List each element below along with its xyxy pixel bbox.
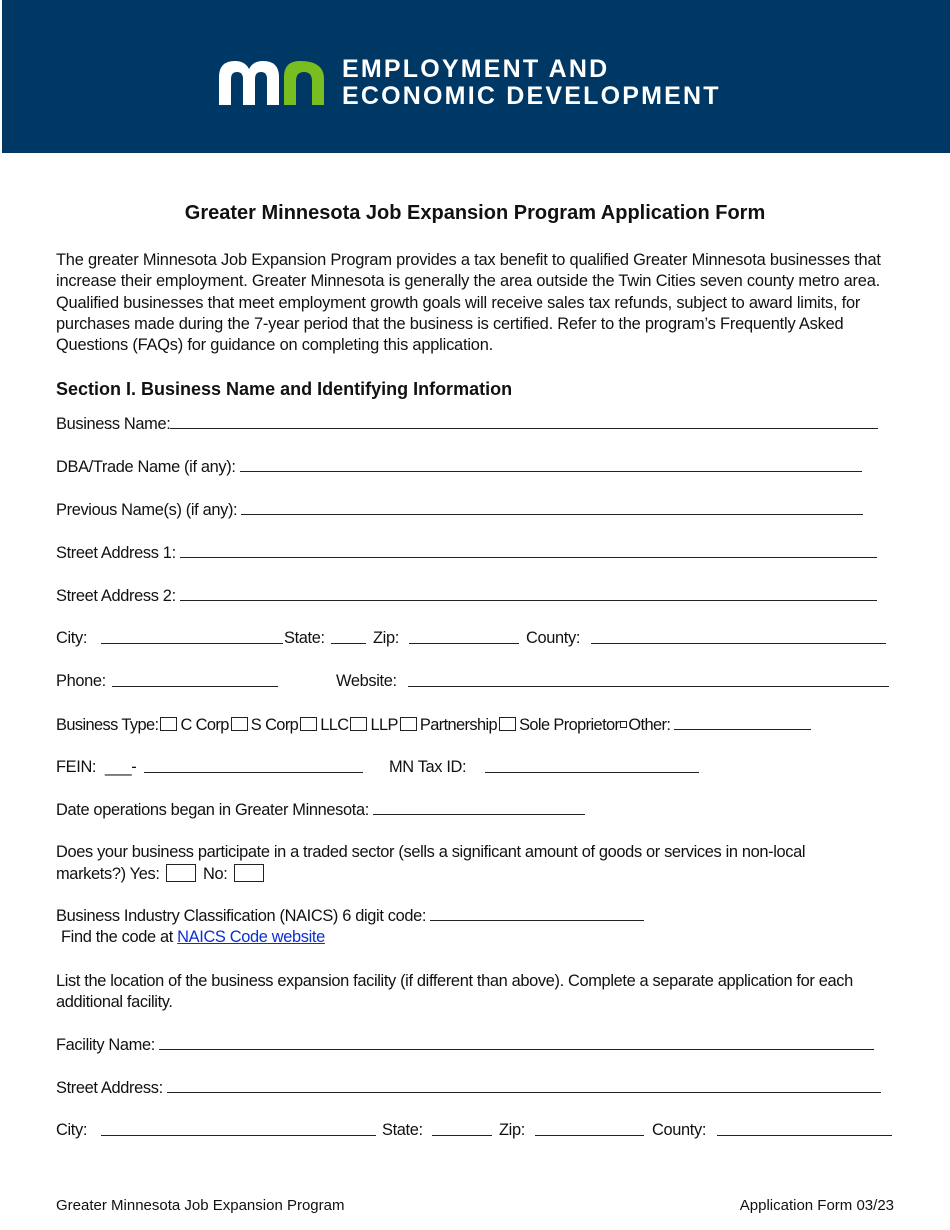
facility-name-label: Facility Name: bbox=[56, 1036, 155, 1054]
zip-field[interactable] bbox=[409, 629, 519, 644]
traded-sector-question: Does your business participate in a traded sector (sells a significant amount of goods or services in non-local bbox=[56, 843, 806, 861]
street2-field[interactable] bbox=[180, 586, 877, 601]
previous-names-field[interactable] bbox=[241, 500, 863, 515]
naics-find-row bbox=[61, 928, 325, 947]
facility-street-label: Street Address: bbox=[56, 1079, 163, 1097]
fein-prefix: ___- bbox=[105, 758, 137, 776]
org-name-line1: EMPLOYMENT AND bbox=[342, 55, 610, 83]
facility-state-field[interactable] bbox=[432, 1121, 492, 1136]
facility-state-label: State: bbox=[382, 1121, 423, 1139]
no-label: No: bbox=[202, 865, 228, 883]
other-label: Other: bbox=[628, 716, 671, 734]
llp-label: LLP bbox=[370, 716, 398, 734]
phone-field[interactable] bbox=[112, 672, 278, 687]
no-checkbox[interactable] bbox=[234, 864, 264, 882]
state-label: State: bbox=[284, 629, 325, 647]
page-title: Greater Minnesota Job Expansion Program Application Form bbox=[184, 202, 766, 224]
llc-label: LLC bbox=[320, 716, 349, 734]
date-operations-field[interactable] bbox=[373, 800, 585, 815]
dba-field[interactable] bbox=[240, 457, 862, 472]
zip-label: Zip: bbox=[373, 629, 399, 647]
previous-names-row bbox=[56, 500, 863, 520]
state-field[interactable] bbox=[331, 629, 366, 644]
facility-county-label: County: bbox=[652, 1121, 707, 1139]
footer-program-name: Greater Minnesota Job Expansion Program bbox=[56, 1197, 345, 1214]
org-name-line2: ECONOMIC DEVELOPMENT bbox=[342, 82, 721, 110]
facility-name-row bbox=[56, 1035, 874, 1055]
phone-label: Phone: bbox=[56, 672, 106, 690]
facility-street-row bbox=[56, 1078, 881, 1098]
s-corp-label: S Corp bbox=[250, 716, 299, 734]
facility-county-field[interactable] bbox=[717, 1121, 892, 1136]
county-field[interactable] bbox=[591, 629, 886, 644]
naics-find-text: Find the code at bbox=[61, 928, 173, 946]
facility-street-field[interactable] bbox=[167, 1078, 881, 1093]
naics-code-link[interactable]: NAICS Code website bbox=[177, 928, 325, 946]
naics-row bbox=[56, 906, 644, 926]
llp-checkbox[interactable] bbox=[350, 717, 367, 731]
business-type-row bbox=[56, 715, 811, 735]
naics-label: Business Industry Classification (NAICS) 6 digit code: bbox=[56, 907, 427, 925]
facility-city-label: City: bbox=[56, 1121, 88, 1139]
llc-checkbox[interactable] bbox=[300, 717, 317, 731]
business-name-label: Business Name: bbox=[56, 415, 171, 433]
other-field[interactable] bbox=[674, 715, 811, 730]
sole-proprietor-checkbox[interactable] bbox=[499, 717, 516, 731]
website-label: Website: bbox=[336, 672, 397, 690]
intro-paragraph: The greater Minnesota Job Expansion Program provides a tax benefit to qualified Greater Minnesota businesses that increase their employment. Greater Minnesota is generally the area outside the Twin Cities seven county metro area. Qualified businesses that meet employment growth goals will receive sales tax refunds, subject to award limits, for purchases made during the 7-year period that the business is certified. Refer to the program’s Frequently Asked Questions (FAQs) for guidance on completing this application. bbox=[56, 251, 881, 355]
facility-city-field[interactable] bbox=[101, 1121, 376, 1136]
partnership-label: Partnership bbox=[419, 716, 498, 734]
facility-instructions: List the location of the business expansion facility (if different than above). Complete a separate application for each additional facility. bbox=[56, 972, 853, 1011]
header-banner bbox=[2, 0, 950, 153]
city-label: City: bbox=[56, 629, 88, 647]
street1-label: Street Address 1: bbox=[56, 544, 176, 562]
yes-checkbox[interactable] bbox=[166, 864, 196, 882]
dba-row bbox=[56, 457, 862, 477]
mn-tax-id-label: MN Tax ID: bbox=[389, 758, 467, 776]
mn-logo-icon bbox=[216, 57, 326, 107]
c-corp-label: C Corp bbox=[180, 716, 229, 734]
partnership-checkbox[interactable] bbox=[400, 717, 417, 731]
business-name-row bbox=[56, 414, 878, 434]
street1-row bbox=[56, 543, 877, 563]
footer-form-version: Application Form 03/23 bbox=[739, 1197, 894, 1214]
traded-sector-row bbox=[56, 864, 267, 884]
sole-proprietor-label: Sole Proprietor bbox=[519, 716, 620, 734]
business-type-label: Business Type: bbox=[56, 716, 159, 734]
street2-row bbox=[56, 586, 877, 606]
other-checkbox[interactable] bbox=[620, 721, 627, 728]
street1-field[interactable] bbox=[180, 543, 877, 558]
date-operations-row bbox=[56, 800, 585, 820]
facility-zip-label: Zip: bbox=[499, 1121, 525, 1139]
c-corp-checkbox[interactable] bbox=[160, 717, 177, 731]
county-label: County: bbox=[526, 629, 581, 647]
website-field[interactable] bbox=[408, 672, 889, 687]
street2-label: Street Address 2: bbox=[56, 587, 176, 605]
business-name-field[interactable] bbox=[170, 414, 878, 429]
facility-name-field[interactable] bbox=[159, 1035, 874, 1050]
traded-sector-question-end: markets?) bbox=[56, 865, 126, 883]
section-title: Section I. Business Name and Identifying Information bbox=[56, 379, 513, 399]
yes-label: Yes: bbox=[129, 865, 160, 883]
dba-label: DBA/Trade Name (if any): bbox=[56, 458, 236, 476]
fein-label: FEIN: bbox=[56, 758, 97, 776]
date-operations-label: Date operations began in Greater Minnesota: bbox=[56, 801, 369, 819]
s-corp-checkbox[interactable] bbox=[231, 717, 248, 731]
naics-field[interactable] bbox=[430, 906, 644, 921]
mn-tax-id-field[interactable] bbox=[485, 758, 699, 773]
facility-zip-field[interactable] bbox=[535, 1121, 644, 1136]
previous-names-label: Previous Name(s) (if any): bbox=[56, 501, 238, 519]
fein-field[interactable] bbox=[144, 758, 363, 773]
city-field[interactable] bbox=[101, 629, 283, 644]
